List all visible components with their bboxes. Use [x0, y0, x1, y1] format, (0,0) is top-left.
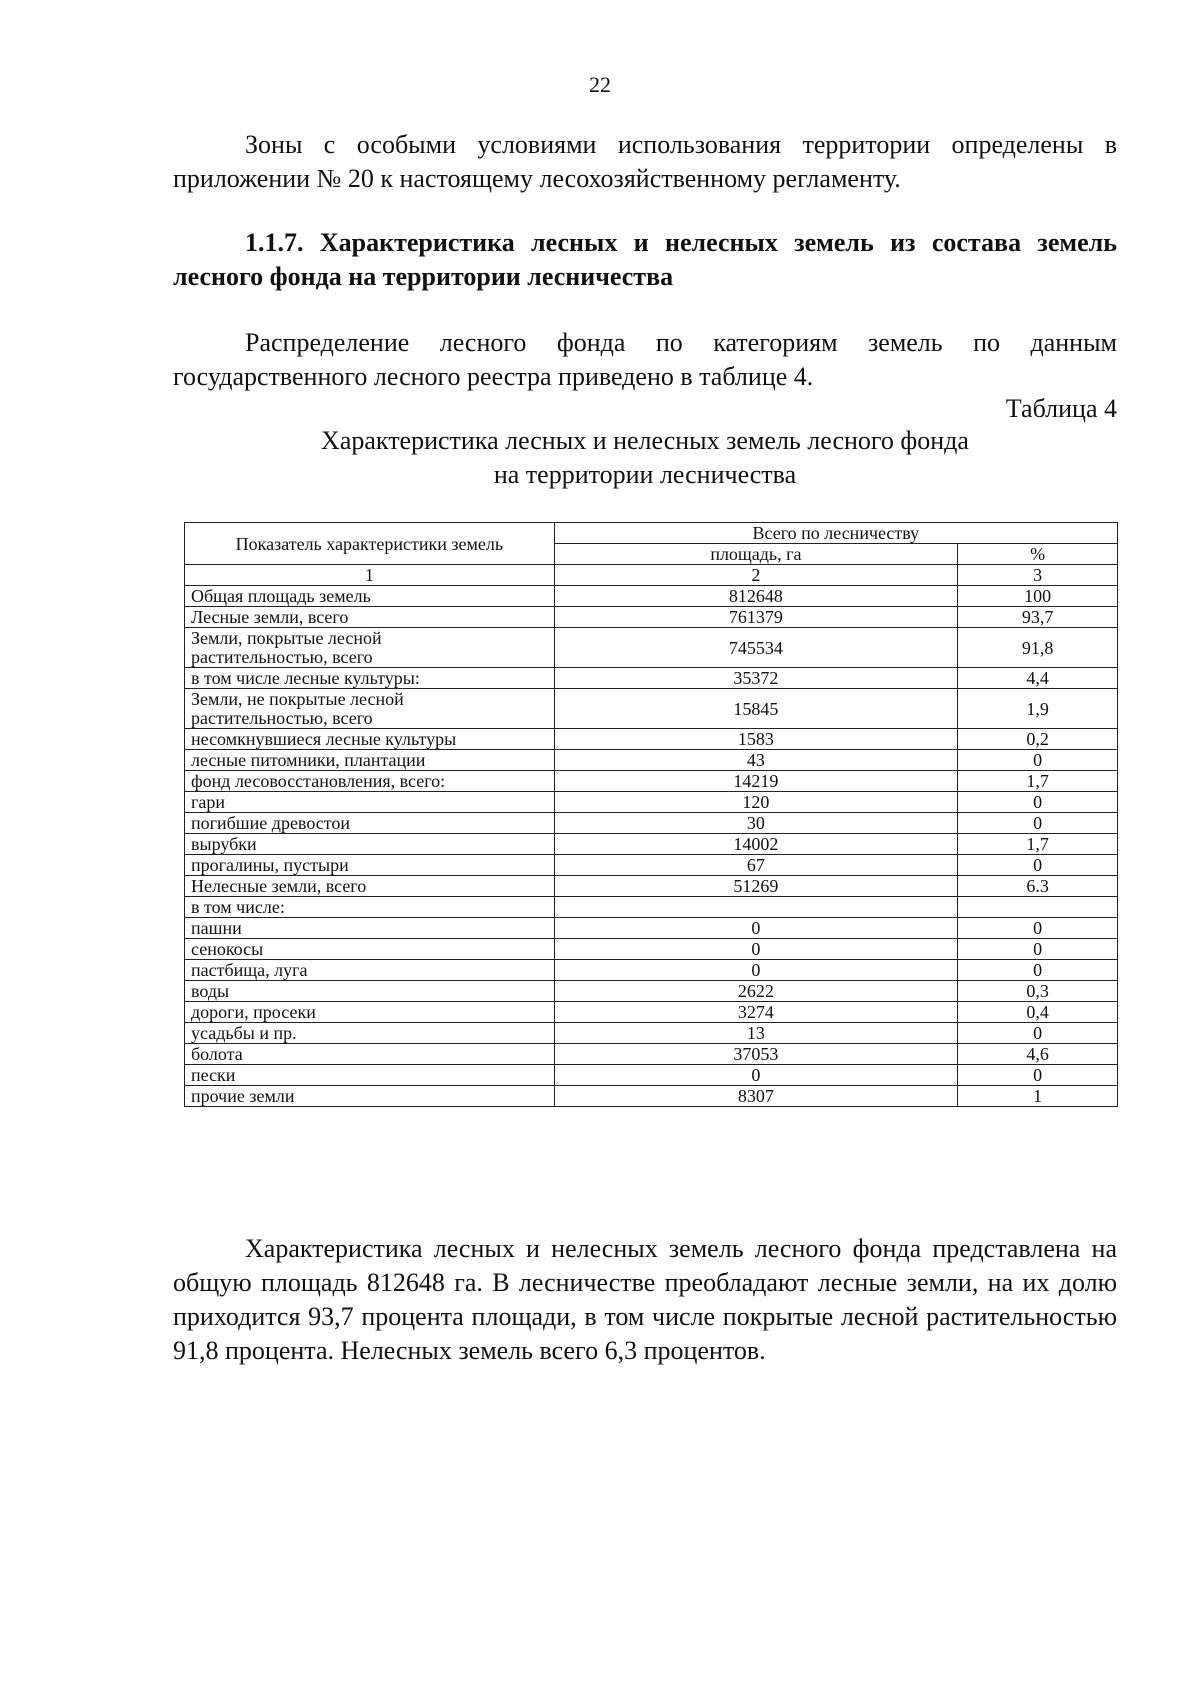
table-row — [185, 729, 1118, 750]
row-label: Общая площадь земель — [185, 586, 555, 607]
table-row — [185, 628, 1118, 668]
table-row — [185, 855, 1118, 876]
row-percent: 1,7 — [958, 834, 1118, 855]
table-row — [185, 771, 1118, 792]
column-number-row — [185, 565, 1118, 586]
table-label: Таблица 4 — [1005, 394, 1117, 423]
header-indicator: Показатель характеристики земель — [185, 523, 555, 565]
table-row — [185, 834, 1118, 855]
row-percent: 0 — [958, 918, 1118, 939]
table-row — [185, 1065, 1118, 1086]
row-label: пастбища, луга — [185, 960, 555, 981]
row-area: 14219 — [554, 771, 957, 792]
row-area: 3274 — [554, 1002, 957, 1023]
row-label: вырубки — [185, 834, 555, 855]
row-label: Лесные земли, всего — [185, 607, 555, 628]
row-area: 2622 — [554, 981, 957, 1002]
table-row — [185, 981, 1118, 1002]
table-caption-line-1: Характеристика лесных и нелесных земель лесного фонда — [321, 426, 969, 455]
row-area: 0 — [554, 939, 957, 960]
table-row — [185, 689, 1118, 729]
row-area: 37053 — [554, 1044, 957, 1065]
table-row — [185, 586, 1118, 607]
intro-paragraph: Зоны с особыми условиями использования территории определены в приложении № 20 к настоящему лесохозяйственному регламенту. — [173, 130, 1117, 193]
row-label: Земли, покрытые лесной растительностью, всего — [185, 628, 555, 668]
table-row — [185, 960, 1118, 981]
table-row — [185, 792, 1118, 813]
row-percent: 0,3 — [958, 981, 1118, 1002]
row-label: пески — [185, 1065, 555, 1086]
header-area: площадь, га — [554, 544, 957, 565]
row-percent: 4,6 — [958, 1044, 1118, 1065]
row-area: 67 — [554, 855, 957, 876]
row-area: 120 — [554, 792, 957, 813]
table-row — [185, 918, 1118, 939]
row-label: погибшие древостои — [185, 813, 555, 834]
land-characteristics-table — [184, 522, 1118, 1107]
table-row — [185, 1002, 1118, 1023]
table-row — [185, 1023, 1118, 1044]
table-row — [185, 876, 1118, 897]
row-label: прочие земли — [185, 1086, 555, 1107]
row-area: 13 — [554, 1023, 957, 1044]
row-area: 761379 — [554, 607, 957, 628]
row-percent: 0 — [958, 960, 1118, 981]
row-label: фонд лесовосстановления, всего: — [185, 771, 555, 792]
section-heading: 1.1.7. Характеристика лесных и нелесных земель из состава земель лесного фонда на территории лесничества — [173, 228, 1117, 291]
table-reference-paragraph: Распределение лесного фонда по категориям земель по данным государственного лесного реестра приведено в таблице 4. — [173, 328, 1117, 391]
summary-paragraph: Характеристика лесных и нелесных земель лесного фонда представлена на общую площадь 812648 га. В лесничестве преобладают лесные земли, на их долю приходится 93,7 процента площади, в том числе покрытые лесной растительностью 91,8 процента. Нелесных земель всего 6,3 процентов. — [173, 1234, 1117, 1365]
row-label: воды — [185, 981, 555, 1002]
row-area: 14002 — [554, 834, 957, 855]
row-area: 1583 — [554, 729, 957, 750]
row-percent: 1,7 — [958, 771, 1118, 792]
row-label: усадьбы и пр. — [185, 1023, 555, 1044]
header-percent: % — [958, 544, 1118, 565]
row-percent: 0 — [958, 813, 1118, 834]
row-area: 51269 — [554, 876, 957, 897]
column-number: 3 — [958, 565, 1118, 586]
column-number: 1 — [185, 565, 555, 586]
row-area: 15845 — [554, 689, 957, 729]
row-label: лесные питомники, плантации — [185, 750, 555, 771]
table-row — [185, 813, 1118, 834]
table-row — [185, 939, 1118, 960]
row-area: 35372 — [554, 668, 957, 689]
row-percent: 6.3 — [958, 876, 1118, 897]
row-area: 745534 — [554, 628, 957, 668]
table-row — [185, 607, 1118, 628]
row-area: 0 — [554, 918, 957, 939]
row-label: дороги, просеки — [185, 1002, 555, 1023]
row-label: в том числе лесные культуры: — [185, 668, 555, 689]
row-label: несомкнувшиеся лесные культуры — [185, 729, 555, 750]
row-percent — [958, 897, 1118, 918]
row-label: сенокосы — [185, 939, 555, 960]
table-row — [185, 750, 1118, 771]
row-percent: 4,4 — [958, 668, 1118, 689]
row-area: 0 — [554, 960, 957, 981]
row-percent: 1 — [958, 1086, 1118, 1107]
table-row — [185, 897, 1118, 918]
row-label: Нелесные земли, всего — [185, 876, 555, 897]
row-label: в том числе: — [185, 897, 555, 918]
table-caption-line-2: на территории лесничества — [493, 460, 797, 489]
row-area: 43 — [554, 750, 957, 771]
row-percent: 0,2 — [958, 729, 1118, 750]
row-percent: 1,9 — [958, 689, 1118, 729]
row-label: болота — [185, 1044, 555, 1065]
row-percent: 0 — [958, 750, 1118, 771]
table-row — [185, 668, 1118, 689]
table-body — [185, 586, 1118, 1107]
table-row — [185, 1044, 1118, 1065]
row-label: Земли, не покрытые лесной растительностью, всего — [185, 689, 555, 729]
header-total: Всего по лесничеству — [554, 523, 1117, 544]
row-percent: 91,8 — [958, 628, 1118, 668]
row-area: 0 — [554, 1065, 957, 1086]
row-area: 30 — [554, 813, 957, 834]
row-percent: 100 — [958, 586, 1118, 607]
row-label: прогалины, пустыри — [185, 855, 555, 876]
row-percent: 0 — [958, 1065, 1118, 1086]
table-row — [185, 1086, 1118, 1107]
row-percent: 93,7 — [958, 607, 1118, 628]
row-percent: 0 — [958, 1023, 1118, 1044]
page-number: 22 — [589, 72, 611, 97]
row-area: 812648 — [554, 586, 957, 607]
row-percent: 0,4 — [958, 1002, 1118, 1023]
column-number: 2 — [554, 565, 957, 586]
row-area: 8307 — [554, 1086, 957, 1107]
row-area — [554, 897, 957, 918]
row-label: гари — [185, 792, 555, 813]
row-percent: 0 — [958, 855, 1118, 876]
row-percent: 0 — [958, 939, 1118, 960]
row-label: пашни — [185, 918, 555, 939]
table-caption — [173, 424, 1117, 492]
row-percent: 0 — [958, 792, 1118, 813]
